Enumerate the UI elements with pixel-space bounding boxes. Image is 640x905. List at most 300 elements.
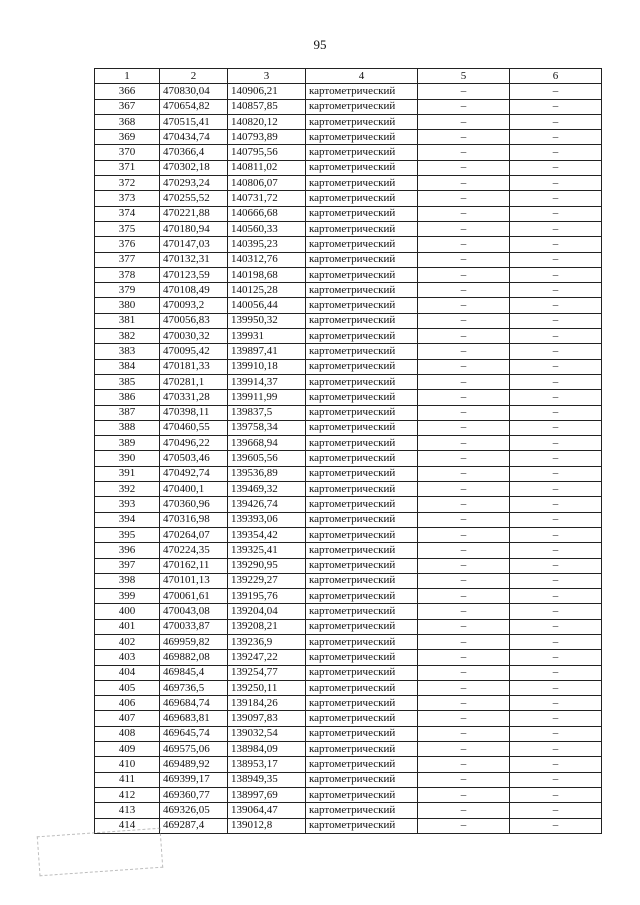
cell-y-coordinate: 138949,35	[228, 772, 306, 787]
cell-point-number: 395	[95, 527, 160, 542]
cell-col6: –	[510, 160, 602, 175]
cell-col5: –	[418, 757, 510, 772]
cell-col6: –	[510, 405, 602, 420]
cell-col5: –	[418, 99, 510, 114]
cell-col5: –	[418, 267, 510, 282]
cell-point-number: 403	[95, 650, 160, 665]
table-row	[95, 313, 602, 328]
cell-x-coordinate: 470496,22	[160, 436, 228, 451]
cell-col6: –	[510, 114, 602, 129]
cell-col6: –	[510, 665, 602, 680]
cell-point-number: 370	[95, 145, 160, 160]
cell-point-number: 392	[95, 482, 160, 497]
cell-col6: –	[510, 619, 602, 634]
cell-method: картометрический	[306, 130, 418, 145]
page-number: 95	[313, 37, 327, 52]
cell-method: картометрический	[306, 114, 418, 129]
cell-x-coordinate: 470147,03	[160, 237, 228, 252]
cell-col6: –	[510, 680, 602, 695]
cell-col6: –	[510, 374, 602, 389]
cell-x-coordinate: 470180,94	[160, 221, 228, 236]
cell-y-coordinate: 139012,8	[228, 818, 306, 833]
table-row	[95, 420, 602, 435]
table-row	[95, 818, 602, 833]
table-row	[95, 114, 602, 129]
cell-method: картометрический	[306, 84, 418, 99]
cell-col6: –	[510, 466, 602, 481]
cell-point-number: 383	[95, 344, 160, 359]
cell-point-number: 406	[95, 696, 160, 711]
cell-col5: –	[418, 114, 510, 129]
cell-point-number: 376	[95, 237, 160, 252]
table-row	[95, 329, 602, 344]
cell-y-coordinate: 139354,42	[228, 527, 306, 542]
cell-y-coordinate: 139931	[228, 329, 306, 344]
table-row	[95, 374, 602, 389]
cell-method: картометрический	[306, 252, 418, 267]
cell-col6: –	[510, 283, 602, 298]
cell-point-number: 384	[95, 359, 160, 374]
cell-point-number: 378	[95, 267, 160, 282]
table-row	[95, 145, 602, 160]
cell-y-coordinate: 139393,06	[228, 512, 306, 527]
cell-col6: –	[510, 344, 602, 359]
cell-point-number: 404	[95, 665, 160, 680]
table-row	[95, 390, 602, 405]
cell-method: картометрический	[306, 466, 418, 481]
cell-method: картометрический	[306, 482, 418, 497]
table-row	[95, 298, 602, 313]
table-row	[95, 711, 602, 726]
cell-method: картометрический	[306, 803, 418, 818]
cell-y-coordinate: 139950,32	[228, 313, 306, 328]
cell-y-coordinate: 139426,74	[228, 497, 306, 512]
cell-col5: –	[418, 696, 510, 711]
table-row	[95, 787, 602, 802]
cell-col5: –	[418, 512, 510, 527]
cell-x-coordinate: 469683,81	[160, 711, 228, 726]
cell-method: картометрический	[306, 344, 418, 359]
cell-col6: –	[510, 726, 602, 741]
cell-point-number: 413	[95, 803, 160, 818]
cell-point-number: 390	[95, 451, 160, 466]
table-row	[95, 436, 602, 451]
cell-col6: –	[510, 191, 602, 206]
cell-y-coordinate: 138997,69	[228, 787, 306, 802]
cell-y-coordinate: 140395,23	[228, 237, 306, 252]
cell-col5: –	[418, 436, 510, 451]
column-header-y: 3	[228, 69, 306, 84]
cell-col5: –	[418, 803, 510, 818]
cell-method: картометрический	[306, 145, 418, 160]
table-row	[95, 176, 602, 191]
cell-col5: –	[418, 313, 510, 328]
cell-col5: –	[418, 573, 510, 588]
cell-col6: –	[510, 573, 602, 588]
cell-col6: –	[510, 558, 602, 573]
cell-method: картометрический	[306, 191, 418, 206]
cell-y-coordinate: 140857,85	[228, 99, 306, 114]
cell-y-coordinate: 139914,37	[228, 374, 306, 389]
cell-x-coordinate: 469575,06	[160, 742, 228, 757]
cell-col5: –	[418, 191, 510, 206]
cell-col6: –	[510, 497, 602, 512]
table-row	[95, 206, 602, 221]
cell-x-coordinate: 470434,74	[160, 130, 228, 145]
cell-col6: –	[510, 803, 602, 818]
cell-point-number: 369	[95, 130, 160, 145]
cell-x-coordinate: 470061,61	[160, 589, 228, 604]
cell-point-number: 366	[95, 84, 160, 99]
cell-method: картометрический	[306, 497, 418, 512]
cell-col6: –	[510, 589, 602, 604]
table-row	[95, 604, 602, 619]
cell-point-number: 388	[95, 420, 160, 435]
cell-x-coordinate: 470056,83	[160, 313, 228, 328]
table-row	[95, 191, 602, 206]
cell-x-coordinate: 470316,98	[160, 512, 228, 527]
cell-y-coordinate: 140560,33	[228, 221, 306, 236]
table-row	[95, 665, 602, 680]
cell-method: картометрический	[306, 818, 418, 833]
cell-point-number: 385	[95, 374, 160, 389]
cell-x-coordinate: 469489,92	[160, 757, 228, 772]
table-row	[95, 512, 602, 527]
cell-col5: –	[418, 726, 510, 741]
cell-x-coordinate: 470221,88	[160, 206, 228, 221]
table-row	[95, 252, 602, 267]
cell-col5: –	[418, 527, 510, 542]
cell-x-coordinate: 470366,4	[160, 145, 228, 160]
cell-col6: –	[510, 84, 602, 99]
cell-method: картометрический	[306, 359, 418, 374]
cell-point-number: 367	[95, 99, 160, 114]
cell-col6: –	[510, 650, 602, 665]
cell-col5: –	[418, 466, 510, 481]
table-row	[95, 451, 602, 466]
cell-col5: –	[418, 634, 510, 649]
cell-point-number: 391	[95, 466, 160, 481]
cell-x-coordinate: 469882,08	[160, 650, 228, 665]
cell-col6: –	[510, 145, 602, 160]
cell-col6: –	[510, 451, 602, 466]
table-row	[95, 650, 602, 665]
cell-y-coordinate: 140820,12	[228, 114, 306, 129]
cell-point-number: 382	[95, 329, 160, 344]
cell-method: картометрический	[306, 772, 418, 787]
cell-x-coordinate: 470360,96	[160, 497, 228, 512]
cell-col5: –	[418, 405, 510, 420]
table-row	[95, 497, 602, 512]
cell-y-coordinate: 139668,94	[228, 436, 306, 451]
table-row	[95, 344, 602, 359]
cell-x-coordinate: 469845,4	[160, 665, 228, 680]
cell-col5: –	[418, 130, 510, 145]
cell-y-coordinate: 139208,21	[228, 619, 306, 634]
cell-method: картометрический	[306, 589, 418, 604]
table-row	[95, 482, 602, 497]
cell-y-coordinate: 138984,09	[228, 742, 306, 757]
cell-col5: –	[418, 390, 510, 405]
cell-x-coordinate: 470830,04	[160, 84, 228, 99]
cell-x-coordinate: 470181,33	[160, 359, 228, 374]
table-row	[95, 84, 602, 99]
cell-col6: –	[510, 512, 602, 527]
cell-col5: –	[418, 420, 510, 435]
cell-point-number: 379	[95, 283, 160, 298]
cell-y-coordinate: 139247,22	[228, 650, 306, 665]
cell-y-coordinate: 139195,76	[228, 589, 306, 604]
cell-col5: –	[418, 543, 510, 558]
cell-point-number: 394	[95, 512, 160, 527]
cell-x-coordinate: 470095,42	[160, 344, 228, 359]
cell-method: картометрический	[306, 604, 418, 619]
cell-col5: –	[418, 650, 510, 665]
cell-method: картометрический	[306, 696, 418, 711]
cell-x-coordinate: 470515,41	[160, 114, 228, 129]
cell-col6: –	[510, 711, 602, 726]
cell-method: картометрический	[306, 726, 418, 741]
cell-method: картометрический	[306, 680, 418, 695]
cell-point-number: 374	[95, 206, 160, 221]
cell-y-coordinate: 139325,41	[228, 543, 306, 558]
cell-method: картометрический	[306, 757, 418, 772]
cell-x-coordinate: 470033,87	[160, 619, 228, 634]
cell-x-coordinate: 470302,18	[160, 160, 228, 175]
cell-method: картометрический	[306, 313, 418, 328]
cell-y-coordinate: 139032,54	[228, 726, 306, 741]
cell-x-coordinate: 469326,05	[160, 803, 228, 818]
cell-y-coordinate: 139097,83	[228, 711, 306, 726]
table-row	[95, 267, 602, 282]
coordinates-table	[94, 68, 602, 834]
cell-method: картометрический	[306, 619, 418, 634]
cell-col6: –	[510, 787, 602, 802]
cell-col5: –	[418, 237, 510, 252]
cell-y-coordinate: 139236,9	[228, 634, 306, 649]
cell-method: картометрический	[306, 374, 418, 389]
cell-method: картометрический	[306, 527, 418, 542]
cell-col6: –	[510, 252, 602, 267]
cell-y-coordinate: 139250,11	[228, 680, 306, 695]
cell-x-coordinate: 469959,82	[160, 634, 228, 649]
cell-col5: –	[418, 283, 510, 298]
cell-col6: –	[510, 206, 602, 221]
cell-method: картометрический	[306, 99, 418, 114]
cell-x-coordinate: 470108,49	[160, 283, 228, 298]
cell-col6: –	[510, 527, 602, 542]
cell-col5: –	[418, 374, 510, 389]
cell-x-coordinate: 470400,1	[160, 482, 228, 497]
cell-y-coordinate: 140806,07	[228, 176, 306, 191]
cell-point-number: 368	[95, 114, 160, 129]
cell-y-coordinate: 139837,5	[228, 405, 306, 420]
table-row	[95, 130, 602, 145]
cell-point-number: 398	[95, 573, 160, 588]
cell-col6: –	[510, 313, 602, 328]
cell-col5: –	[418, 160, 510, 175]
table-row	[95, 573, 602, 588]
cell-method: картометрический	[306, 298, 418, 313]
table-row	[95, 543, 602, 558]
cell-point-number: 372	[95, 176, 160, 191]
cell-y-coordinate: 139204,04	[228, 604, 306, 619]
cell-y-coordinate: 139911,99	[228, 390, 306, 405]
cell-y-coordinate: 139605,56	[228, 451, 306, 466]
table-row	[95, 405, 602, 420]
cell-point-number: 411	[95, 772, 160, 787]
cell-y-coordinate: 140731,72	[228, 191, 306, 206]
cell-method: картометрический	[306, 176, 418, 191]
cell-x-coordinate: 470281,1	[160, 374, 228, 389]
cell-point-number: 408	[95, 726, 160, 741]
cell-method: картометрический	[306, 650, 418, 665]
cell-y-coordinate: 139184,26	[228, 696, 306, 711]
column-header-5: 5	[418, 69, 510, 84]
cell-col6: –	[510, 99, 602, 114]
cell-y-coordinate: 139910,18	[228, 359, 306, 374]
cell-point-number: 401	[95, 619, 160, 634]
cell-col5: –	[418, 497, 510, 512]
cell-method: картометрический	[306, 451, 418, 466]
cell-col5: –	[418, 344, 510, 359]
cell-point-number: 409	[95, 742, 160, 757]
cell-y-coordinate: 140312,76	[228, 252, 306, 267]
cell-method: картометрический	[306, 206, 418, 221]
cell-method: картометрический	[306, 665, 418, 680]
cell-col5: –	[418, 711, 510, 726]
table-body	[95, 84, 602, 834]
cell-col6: –	[510, 818, 602, 833]
cell-col5: –	[418, 482, 510, 497]
cell-col5: –	[418, 84, 510, 99]
cell-col6: –	[510, 604, 602, 619]
cell-col6: –	[510, 772, 602, 787]
cell-col5: –	[418, 772, 510, 787]
cell-x-coordinate: 470030,32	[160, 329, 228, 344]
cell-col6: –	[510, 742, 602, 757]
cell-y-coordinate: 140666,68	[228, 206, 306, 221]
cell-col6: –	[510, 634, 602, 649]
cell-col5: –	[418, 665, 510, 680]
table-row	[95, 160, 602, 175]
cell-col5: –	[418, 145, 510, 160]
cell-col5: –	[418, 619, 510, 634]
cell-x-coordinate: 470132,31	[160, 252, 228, 267]
table-row	[95, 221, 602, 236]
cell-x-coordinate: 469287,4	[160, 818, 228, 833]
cell-col6: –	[510, 359, 602, 374]
cell-col6: –	[510, 237, 602, 252]
cell-method: картометрический	[306, 558, 418, 573]
cell-col6: –	[510, 329, 602, 344]
cell-point-number: 396	[95, 543, 160, 558]
table-row	[95, 726, 602, 741]
cell-point-number: 393	[95, 497, 160, 512]
cell-x-coordinate: 470492,74	[160, 466, 228, 481]
cell-point-number: 397	[95, 558, 160, 573]
cell-col6: –	[510, 757, 602, 772]
cell-method: картометрический	[306, 267, 418, 282]
cell-point-number: 380	[95, 298, 160, 313]
cell-col6: –	[510, 221, 602, 236]
table-row	[95, 742, 602, 757]
cell-x-coordinate: 470162,11	[160, 558, 228, 573]
cell-col5: –	[418, 680, 510, 695]
cell-col6: –	[510, 696, 602, 711]
cell-y-coordinate: 140793,89	[228, 130, 306, 145]
table-row	[95, 589, 602, 604]
cell-method: картометрический	[306, 283, 418, 298]
column-header-x: 2	[160, 69, 228, 84]
cell-col5: –	[418, 176, 510, 191]
cell-x-coordinate: 469645,74	[160, 726, 228, 741]
cell-y-coordinate: 139536,89	[228, 466, 306, 481]
cell-point-number: 389	[95, 436, 160, 451]
cell-col5: –	[418, 329, 510, 344]
cell-method: картометрический	[306, 420, 418, 435]
table-row	[95, 803, 602, 818]
cell-method: картометрический	[306, 634, 418, 649]
cell-y-coordinate: 139290,95	[228, 558, 306, 573]
cell-x-coordinate: 470503,46	[160, 451, 228, 466]
cell-x-coordinate: 470093,2	[160, 298, 228, 313]
cell-y-coordinate: 140056,44	[228, 298, 306, 313]
cell-col5: –	[418, 298, 510, 313]
table-row	[95, 772, 602, 787]
table-row	[95, 527, 602, 542]
cell-point-number: 371	[95, 160, 160, 175]
cell-point-number: 400	[95, 604, 160, 619]
cell-point-number: 373	[95, 191, 160, 206]
cell-x-coordinate: 469360,77	[160, 787, 228, 802]
cell-method: картометрический	[306, 573, 418, 588]
cell-point-number: 410	[95, 757, 160, 772]
table-row	[95, 99, 602, 114]
table-row	[95, 558, 602, 573]
cell-y-coordinate: 139469,32	[228, 482, 306, 497]
cell-y-coordinate: 140906,21	[228, 84, 306, 99]
cell-col6: –	[510, 390, 602, 405]
cell-col5: –	[418, 558, 510, 573]
cell-col5: –	[418, 589, 510, 604]
table-row	[95, 237, 602, 252]
cell-col5: –	[418, 252, 510, 267]
column-header-6: 6	[510, 69, 602, 84]
cell-x-coordinate: 469399,17	[160, 772, 228, 787]
table-row	[95, 283, 602, 298]
cell-x-coordinate: 470123,59	[160, 267, 228, 282]
cell-method: картометрический	[306, 787, 418, 802]
cell-col5: –	[418, 604, 510, 619]
cell-method: картометрический	[306, 405, 418, 420]
cell-x-coordinate: 470043,08	[160, 604, 228, 619]
cell-y-coordinate: 140811,02	[228, 160, 306, 175]
cell-y-coordinate: 140125,28	[228, 283, 306, 298]
cell-x-coordinate: 470224,35	[160, 543, 228, 558]
cell-y-coordinate: 139897,41	[228, 344, 306, 359]
cell-x-coordinate: 469736,5	[160, 680, 228, 695]
cell-x-coordinate: 470460,55	[160, 420, 228, 435]
cell-point-number: 414	[95, 818, 160, 833]
cell-col6: –	[510, 436, 602, 451]
cell-x-coordinate: 469684,74	[160, 696, 228, 711]
cell-point-number: 375	[95, 221, 160, 236]
cell-y-coordinate: 138953,17	[228, 757, 306, 772]
cell-col6: –	[510, 130, 602, 145]
cell-col5: –	[418, 787, 510, 802]
cell-x-coordinate: 470293,24	[160, 176, 228, 191]
